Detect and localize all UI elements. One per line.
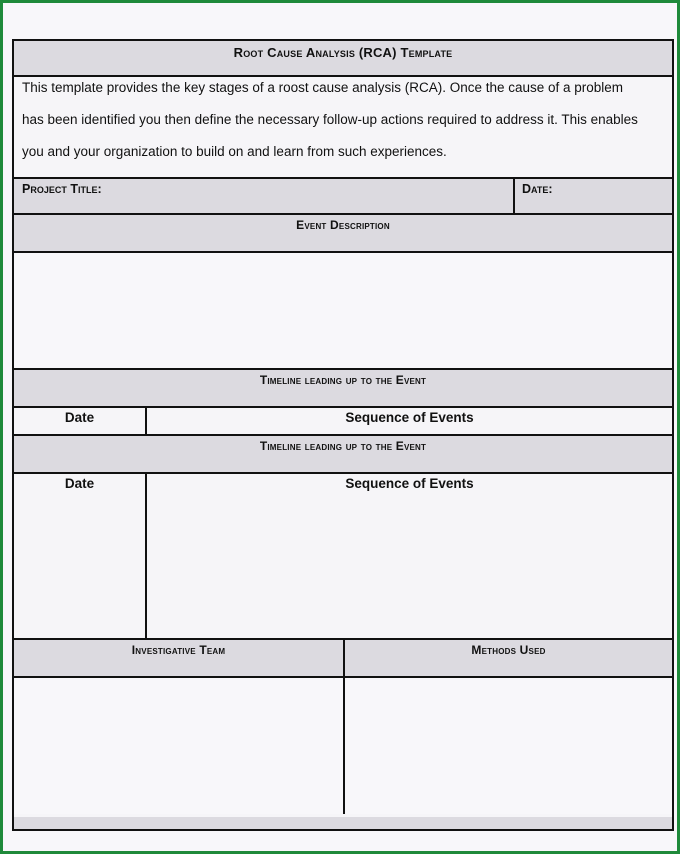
project-title-label: Project Title: [22,182,102,196]
date-label: Date: [522,182,553,196]
methods-used-label: Methods Used [471,643,546,657]
event-description-header [14,215,672,251]
methods-used-input[interactable] [345,678,672,814]
intro-line-3: you and your organization to build on and learn from such experiences. [22,144,447,159]
date-column-2[interactable] [14,474,145,638]
bottom-strip [14,817,672,829]
event-description-input[interactable] [14,253,672,368]
timeline-header-1 [14,370,672,406]
date-column-label-2: Date [64,476,95,491]
template-title: Root Cause Analysis (RCA) Template [233,45,453,60]
date-column-label-1: Date [64,410,95,425]
timeline-header-2 [14,436,672,472]
investigative-team-label: Investigative Team [131,643,226,657]
event-description-label: Event Description [296,218,390,232]
title-row [14,41,672,77]
rca-template-table [12,39,674,831]
project-title-field[interactable] [14,179,514,213]
investigative-team-header [14,640,343,676]
investigative-team-input[interactable] [14,678,343,814]
methods-used-header [345,640,672,676]
intro-line-2: has been identified you then define the necessary follow-up actions required to address it. This enables [22,112,638,127]
timeline-heading-1: Timeline leading up to the Event [259,373,427,387]
sequence-column-1[interactable] [147,408,672,434]
sequence-column-label-1: Sequence of Events [345,410,474,425]
date-field[interactable] [515,179,672,213]
intro-paragraph [14,77,672,177]
sequence-column-label-2: Sequence of Events [345,476,474,491]
timeline-heading-2: Timeline leading up to the Event [259,439,427,453]
sequence-column-2[interactable] [147,474,672,638]
intro-line-1: This template provides the key stages of a roost cause analysis (RCA). Once the cause of a problem [22,80,624,95]
date-column-1[interactable] [14,408,145,434]
